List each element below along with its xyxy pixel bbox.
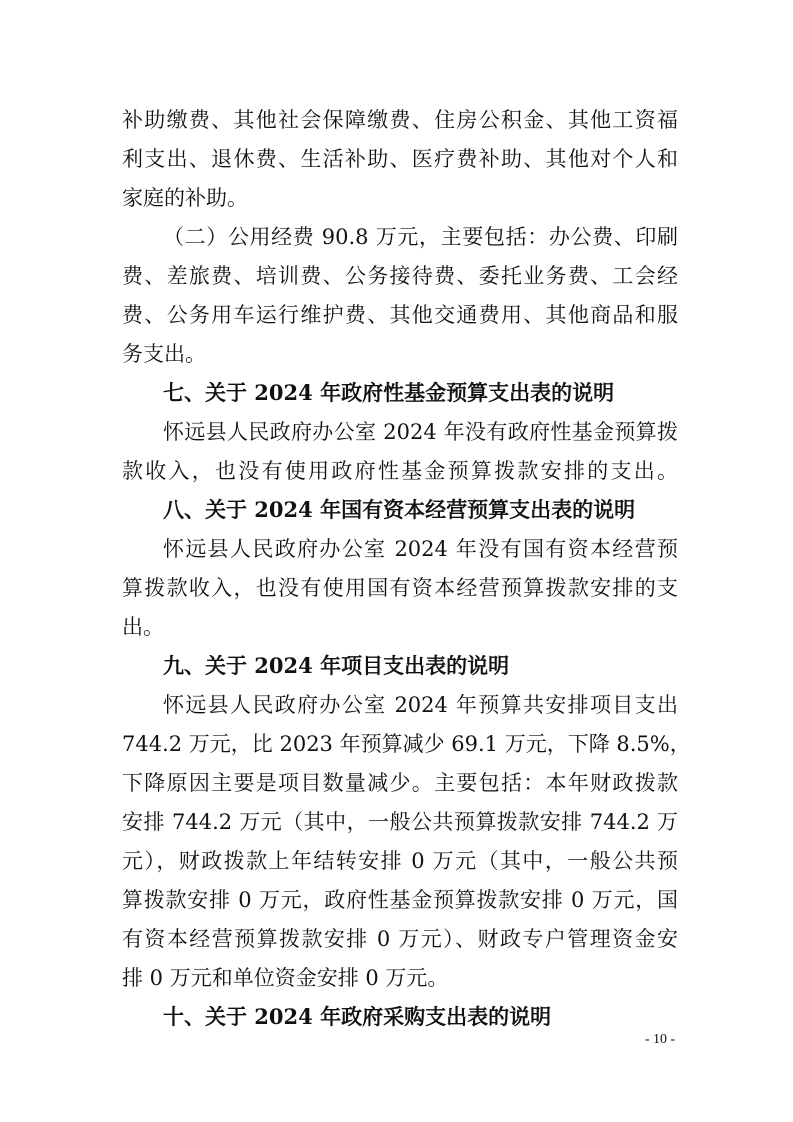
text-line	[0, 297, 793, 333]
paragraph-text: 利支出、退休费、生活补助、医疗费补助、其他对个人和	[122, 147, 678, 171]
page-number: - 10 -	[644, 1032, 676, 1047]
text-line	[0, 765, 793, 801]
text-line	[0, 687, 793, 723]
text-line	[0, 414, 793, 450]
paragraph-text: 补助缴费、其他社会保障缴费、住房公积金、其他工资福	[122, 108, 678, 132]
text-line	[0, 258, 793, 294]
paragraph-text: 有资本经营预算拨款安排 0 万元）、财政专户管理资金安	[122, 927, 678, 951]
text-line	[0, 531, 793, 567]
paragraph-text: 元），财政拨款上年结转安排 0 万元（其中，一般公共预	[122, 849, 678, 873]
text-line	[0, 180, 793, 216]
paragraph-text: 安排 744.2 万元（其中，一般公共预算拨款安排 744.2 万	[122, 810, 678, 834]
section-heading	[0, 492, 793, 528]
paragraph-text: 744.2 万元，比 2023 年预算减少 69.1 万元，下降 8.5%，	[122, 732, 691, 756]
section-heading	[0, 648, 793, 684]
paragraph-text: 算拨款收入，也没有使用国有资本经营预算拨款安排的支	[122, 576, 678, 600]
heading-text: 七、关于 2024 年政府性基金预算支出表的说明	[163, 380, 615, 405]
paragraph-text: 费、公务用车运行维护费、其他交通费用、其他商品和服	[122, 303, 678, 327]
paragraph-text: 费、差旅费、培训费、公务接待费、委托业务费、工会经	[122, 264, 678, 288]
text-line	[0, 726, 793, 762]
text-line	[0, 102, 793, 138]
paragraph-text: 出。	[122, 615, 164, 639]
section-heading	[0, 375, 793, 411]
paragraph-text: 怀远县人民政府办公室 2024 年没有国有资本经营预	[163, 537, 678, 561]
text-line	[0, 882, 793, 918]
paragraph-text: 算拨款安排 0 万元，政府性基金预算拨款安排 0 万元，国	[122, 888, 678, 912]
paragraph-text: 款收入，也没有使用政府性基金预算拨款安排的支出。	[122, 459, 678, 483]
heading-text: 十、关于 2024 年政府采购支出表的说明	[163, 1004, 552, 1029]
paragraph-text: 排 0 万元和单位资金安排 0 万元。	[122, 966, 449, 990]
paragraph-text: （二）公用经费 90.8 万元，主要包括：办公费、印刷	[163, 225, 678, 249]
text-line	[0, 570, 793, 606]
heading-text: 八、关于 2024 年国有资本经营预算支出表的说明	[163, 497, 636, 522]
text-line	[0, 141, 793, 177]
heading-text: 九、关于 2024 年项目支出表的说明	[163, 653, 510, 678]
paragraph-text: 怀远县人民政府办公室 2024 年预算共安排项目支出	[163, 693, 678, 717]
text-line	[0, 609, 793, 645]
text-line	[0, 453, 793, 489]
text-line	[0, 336, 793, 372]
paragraph-text: 怀远县人民政府办公室 2024 年没有政府性基金预算拨	[163, 420, 678, 444]
paragraph-text: 下降原因主要是项目数量减少。主要包括：本年财政拨款	[122, 771, 678, 795]
text-line	[0, 921, 793, 957]
text-line	[0, 219, 793, 255]
text-line	[0, 960, 793, 996]
paragraph-text: 务支出。	[122, 342, 206, 366]
text-line	[0, 804, 793, 840]
text-line	[0, 843, 793, 879]
paragraph-text: 家庭的补助。	[122, 186, 248, 210]
